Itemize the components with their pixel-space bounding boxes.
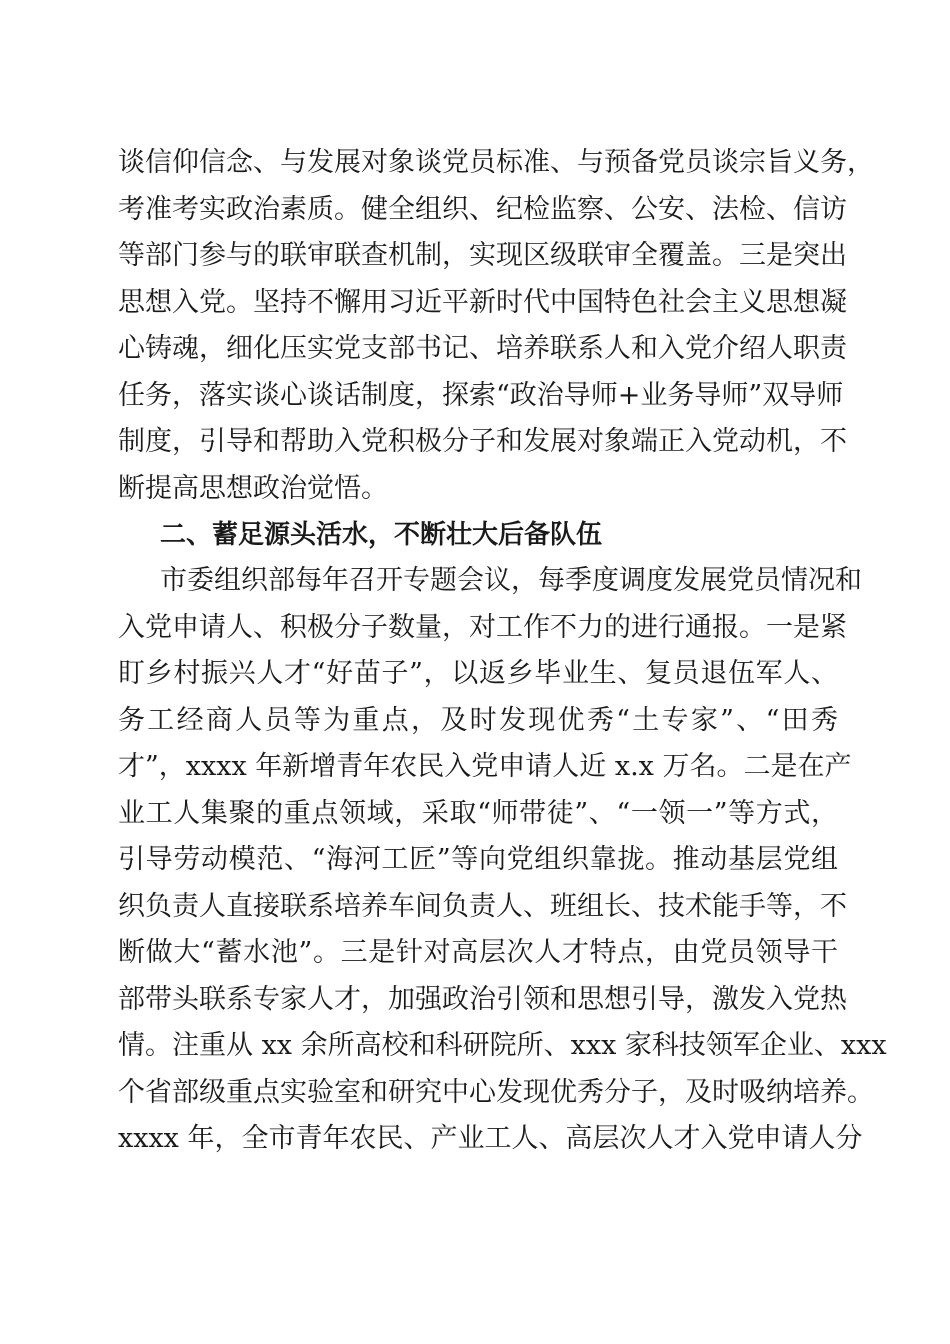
paragraph-line: 织负责人直接联系培养车间负责人、班组长、技术能手等，不 bbox=[118, 891, 847, 922]
paragraph-line: 断做大“蓄水池”。三是针对高层次人才特点，由党员领导干 bbox=[118, 937, 838, 968]
paragraph-line: 心铸魂，细化压实党支部书记、培养联系人和入党介绍人职责 bbox=[118, 333, 847, 364]
paragraph-line: 盯乡村振兴人才“好苗子”，以返乡毕业生、复员退伍军人、 bbox=[118, 658, 838, 689]
paragraph-line: 考准考实政治素质。健全组织、纪检监察、公安、法检、信访 bbox=[118, 194, 847, 225]
paragraph-line: 才”，xxxx 年新增青年农民入党申请人近 x.x 万名。二是在产 bbox=[118, 751, 852, 782]
paragraph-line: 入党申请人、积极分子数量，对工作不力的进行通报。一是紧 bbox=[118, 612, 847, 643]
paragraph-line: 情。注重从 xx 余所高校和科研院所、xxx 家科技领军企业、xxx bbox=[118, 1030, 887, 1061]
paragraph-line: 业工人集聚的重点领域，采取“师带徒”、“一领一”等方式， bbox=[118, 798, 838, 829]
paragraph-line: 务工经商人员等为重点，及时发现优秀“土专家”、“田秀 bbox=[118, 705, 838, 736]
paragraph-line: 思想入党。坚持不懈用习近平新时代中国特色社会主义思想凝 bbox=[118, 287, 847, 318]
paragraph-line: 部带头联系专家人才，加强政治引领和思想引导，激发入党热 bbox=[118, 984, 847, 1015]
paragraph-line: 市委组织部每年召开专题会议，每季度调度发展党员情况和 bbox=[160, 565, 862, 596]
paragraph-line: xxxx 年，全市青年农民、产业工人、高层次人才入党申请人分 bbox=[118, 1123, 863, 1154]
paragraph-line: 引导劳动模范、“海河工匠”等向党组织靠拢。推动基层党组 bbox=[118, 844, 838, 875]
paragraph-line: 任务，落实谈心谈话制度，探索“政治导师+业务导师”双导师 bbox=[118, 380, 844, 411]
paragraph-line: 个省部级重点实验室和研究中心发现优秀分子，及时吸纳培养。 bbox=[118, 1077, 874, 1108]
paragraph-line: 等部门参与的联审联查机制，实现区级联审全覆盖。三是突出 bbox=[118, 240, 847, 271]
section-heading: 二、蓄足源头活水，不断壮大后备队伍 bbox=[160, 520, 603, 550]
paragraph-line: 断提高思想政治觉悟。 bbox=[118, 473, 388, 504]
paragraph-line: 制度，引导和帮助入党积极分子和发展对象端正入党动机，不 bbox=[118, 426, 847, 457]
paragraph-line: 谈信仰信念、与发展对象谈党员标准、与预备党员谈宗旨义务， bbox=[118, 147, 874, 178]
